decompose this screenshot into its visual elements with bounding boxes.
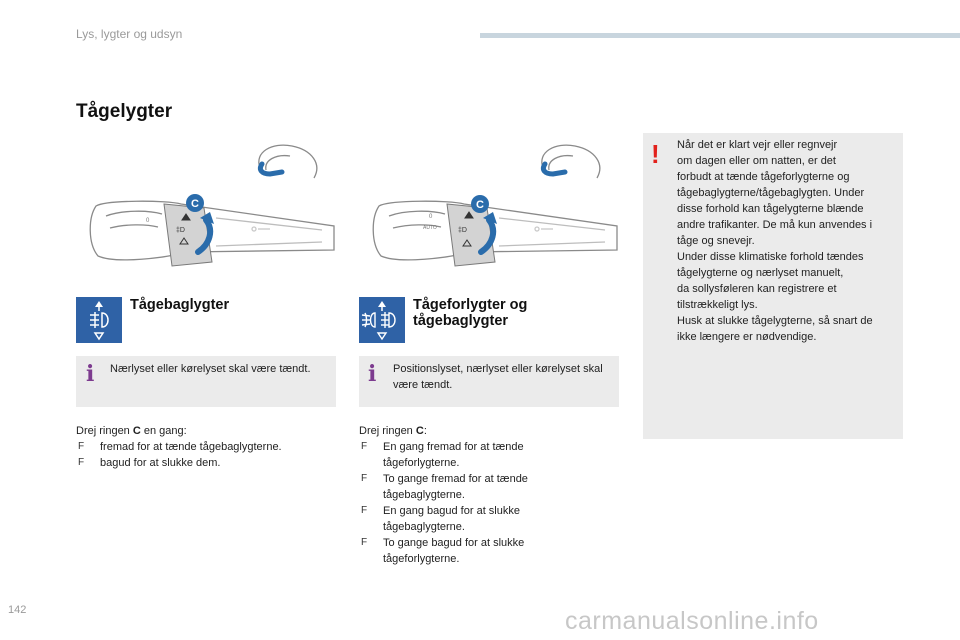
- lever-drawing-2: [359, 134, 619, 274]
- intro-line: Drej ringen C:: [359, 425, 427, 437]
- list-item: F En gang bagud for at slukke tågebaglygterne.: [359, 503, 559, 535]
- wheel-arrow: [260, 164, 282, 174]
- ring-symbol-text-2: ‡D: [458, 227, 467, 234]
- instructions-front-rear-fog: [359, 423, 619, 567]
- info-icon: i: [368, 361, 377, 387]
- watermark: carmanualsonline.info: [565, 607, 819, 635]
- ring-c-2: [447, 204, 495, 266]
- section-title-line: Tågeforlygter og: [413, 297, 528, 313]
- list-item: F En gang fremad for at tænde tågeforlygterne.: [359, 439, 559, 471]
- stalk-marking-0-2: 0: [429, 214, 433, 220]
- lever-drawing: [76, 134, 336, 274]
- lever-illustration-front-rear-fog: [359, 134, 619, 274]
- warning-line: Under disse klimatiske forhold tændes: [677, 251, 864, 263]
- warning-line: andre trafikanter. De må kun anvendes i: [677, 219, 873, 231]
- warning-line: ikke længere er nødvendige.: [677, 331, 817, 343]
- list-item: F To gange fremad for at tænde tågebaglygterne.: [359, 471, 559, 503]
- warning-line: tågelygterne og nærlyset manuelt,: [677, 267, 844, 279]
- intro-line: Drej ringen C en gang:: [76, 425, 187, 437]
- warning-line: tilstrækkeligt lys.: [677, 299, 758, 311]
- ring-c-label: C: [191, 198, 199, 210]
- ring-label-bold: C: [415, 425, 424, 437]
- warning-line: da sollysføleren kan registrere et: [677, 283, 837, 295]
- warning-line: om dagen eller om natten, er det: [677, 155, 836, 167]
- section-title-line: tågebaglygter: [413, 313, 509, 329]
- page-title: Tågelygter: [76, 101, 173, 122]
- stalk-marking-auto: AUTO: [423, 225, 437, 231]
- header-section-title: Lys, lygter og udsyn: [76, 27, 183, 41]
- warning-line: Når det er klart vejr eller regnvejr: [677, 139, 838, 151]
- info-text-rear-fog: Nærlyset eller kørelyset skal være tændt.: [110, 363, 311, 375]
- warning-line: tågebaglygterne/tågebaglygten. Under: [677, 187, 865, 199]
- header-bar: [480, 33, 960, 38]
- warning-line: tåge og snevejr.: [677, 235, 755, 247]
- warning-line: Husk at slukke tågelygterne, så snart de: [677, 315, 873, 327]
- front-and-rear-fog-lights-icon: [359, 297, 405, 343]
- ring-c-label-2: C: [476, 199, 484, 211]
- page-number: 142: [8, 604, 27, 616]
- info-text-front-rear-fog: Positionslyset, nærlyset eller kørelyset skal være tændt.: [393, 363, 603, 391]
- ring-label-bold: C: [132, 425, 141, 437]
- wheel-arrow-2: [543, 164, 565, 174]
- instructions-rear-fog: [76, 423, 336, 471]
- warning-icon: !: [651, 139, 660, 169]
- info-icon: i: [86, 361, 95, 387]
- ring-c: [164, 204, 212, 266]
- warning-text: [677, 137, 899, 345]
- list-item: F fremad for at tænde tågebaglygterne.: [76, 439, 336, 455]
- rear-fog-light-icon: [76, 297, 122, 343]
- list-item: F To gange bagud for at slukke tågeforlygterne.: [359, 535, 559, 567]
- ring-symbol-text: ‡D: [176, 227, 185, 234]
- lever-illustration-rear-fog: [76, 134, 336, 274]
- section-title-rear-fog: [130, 297, 229, 313]
- section-title-front-rear-fog: [413, 297, 527, 329]
- section-title-line: Tågebaglygter: [130, 297, 230, 313]
- stalk-marking-0: 0: [146, 218, 150, 224]
- warning-line: forbudt at tænde tågeforlygterne og: [677, 171, 850, 183]
- list-item: F bagud for at slukke dem.: [76, 455, 336, 471]
- warning-line: disse forhold kan tågelygterne blænde: [677, 203, 864, 215]
